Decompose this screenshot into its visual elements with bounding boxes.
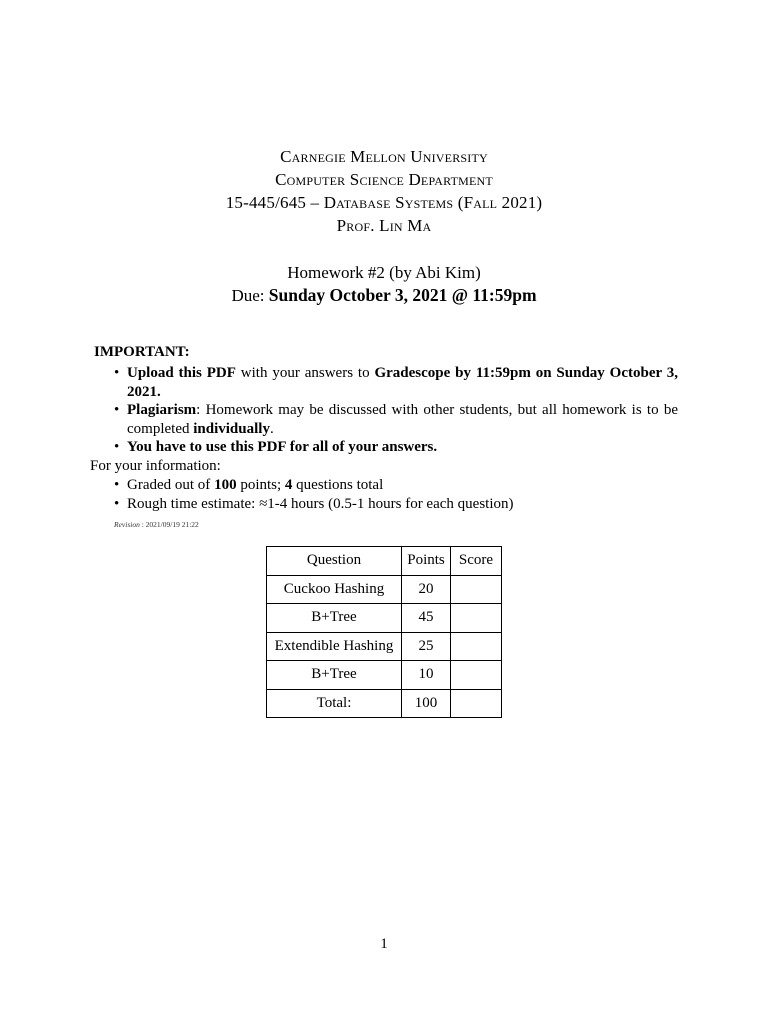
document-header: [0, 145, 768, 237]
table-row: [267, 604, 502, 633]
score-cell[interactable]: [451, 575, 502, 604]
info-heading: For your information:: [90, 458, 221, 474]
score-cell[interactable]: [451, 604, 502, 633]
points-cell: 10: [402, 661, 451, 690]
question-cell: Extendible Hashing: [267, 632, 402, 661]
score-cell[interactable]: [451, 661, 502, 690]
total-label-cell: Total:: [267, 689, 402, 718]
homework-heading: [0, 261, 768, 307]
emphasis-text: Gradescope by 11:59pm on Sunday October 3, 2021.: [127, 365, 678, 400]
revision-label: Revision: [114, 520, 140, 529]
emphasis-text: You have to use this PDF for all of your answers.: [127, 439, 438, 455]
table-total-row: [267, 689, 502, 718]
points-cell: 20: [402, 575, 451, 604]
due-label: Due:: [231, 286, 265, 305]
body-text: questions total: [292, 477, 384, 493]
emphasis-text: individually: [193, 420, 270, 437]
important-list: [110, 364, 678, 457]
score-cell[interactable]: [451, 632, 502, 661]
revision-stamp: [114, 520, 199, 529]
question-cell: Cuckoo Hashing: [267, 575, 402, 604]
body-text: Graded out of: [127, 477, 215, 493]
list-item: [110, 438, 678, 457]
table-header-row: [267, 547, 502, 576]
body-text: : Homework may be discussed with other students, but all homework is to be completed: [127, 402, 678, 437]
list-item: [110, 364, 678, 401]
table-row: [267, 632, 502, 661]
university-name: Carnegie Mellon University: [280, 147, 488, 166]
course-title: 15-445/645 – Database Systems (Fall 2021): [225, 193, 543, 212]
important-heading: IMPORTANT:: [94, 344, 190, 360]
points-cell: 45: [402, 604, 451, 633]
page-number: 1: [380, 936, 388, 952]
list-item: [110, 495, 678, 514]
emphasis-text: 4: [284, 477, 293, 493]
due-line: [0, 284, 768, 307]
emphasis-text: Upload this PDF: [127, 365, 236, 381]
body-text: .: [269, 420, 274, 437]
homework-title: Homework #2 (by Abi Kim): [287, 263, 481, 282]
table-row: [267, 661, 502, 690]
body-text: points;: [236, 477, 285, 493]
body-text: Rough time estimate: ≈1-4 hours (0.5-1 hours for each question): [127, 495, 514, 512]
professor-name: Prof. Lin Ma: [336, 216, 432, 235]
column-header-question: Question: [267, 547, 402, 576]
score-table: [266, 546, 502, 718]
question-cell: B+Tree: [267, 604, 402, 633]
list-item: [110, 476, 678, 495]
total-points-cell: 100: [402, 689, 451, 718]
points-cell: 25: [402, 632, 451, 661]
table-row: [267, 575, 502, 604]
info-list: [110, 476, 678, 513]
body-text: with your answers to: [235, 365, 375, 381]
column-header-score: Score: [451, 547, 502, 576]
department-name: Computer Science Department: [275, 170, 493, 189]
total-score-cell[interactable]: [451, 689, 502, 718]
revision-value: : 2021/09/19 21:22: [141, 520, 199, 529]
emphasis-text: Plagiarism: [127, 402, 197, 418]
due-date: Sunday October 3, 2021 @ 11:59pm: [268, 285, 537, 305]
list-item: [110, 401, 678, 438]
question-cell: B+Tree: [267, 661, 402, 690]
column-header-points: Points: [402, 547, 451, 576]
emphasis-text: 100: [214, 477, 237, 493]
